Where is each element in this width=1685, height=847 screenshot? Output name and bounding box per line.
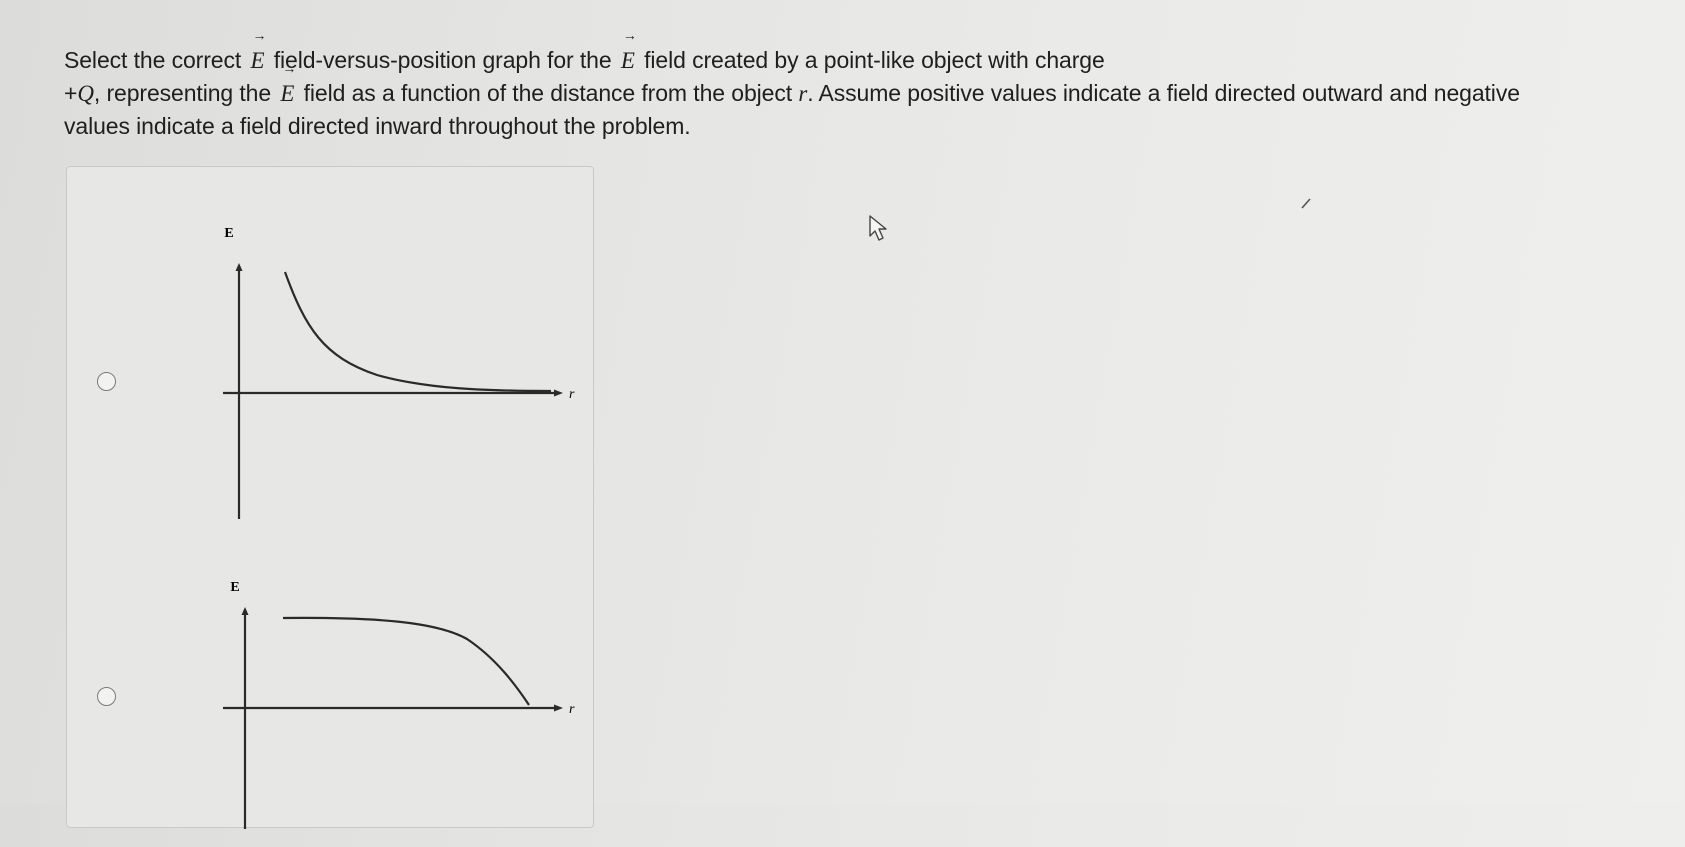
vector-e-symbol: → E bbox=[280, 77, 294, 110]
answer-option-1[interactable] bbox=[67, 207, 593, 547]
screen-speck-mark bbox=[1300, 196, 1314, 210]
vector-e-symbol: → E bbox=[250, 44, 264, 77]
y-axis-label: E bbox=[224, 226, 234, 241]
distance-symbol: r bbox=[798, 81, 808, 106]
answer-option-2[interactable] bbox=[67, 567, 593, 847]
mouse-pointer-icon bbox=[868, 214, 894, 244]
x-axis-arrowhead bbox=[554, 390, 563, 397]
radio-button-option-2[interactable] bbox=[97, 687, 116, 706]
answer-options-panel bbox=[66, 166, 594, 828]
y-axis-arrowhead bbox=[236, 263, 243, 271]
charge-symbol: Q bbox=[77, 81, 94, 106]
field-curve-option-2 bbox=[283, 618, 529, 705]
question-line-3: values indicate a field directed inward throughout the problem. bbox=[64, 113, 691, 139]
question-line-2: +Q, representing the → E field as a function of the distance from the object r. Assume positive values indicate a field directed outward and negative bbox=[64, 77, 1624, 110]
y-axis-arrowhead bbox=[242, 607, 249, 615]
x-axis-label: r bbox=[569, 702, 575, 717]
vector-e-symbol: → E bbox=[621, 44, 635, 77]
x-axis-label: r bbox=[569, 387, 575, 402]
question-text bbox=[64, 44, 1624, 143]
graph-option-1 bbox=[147, 207, 587, 537]
y-axis-label: E bbox=[230, 580, 240, 595]
question-line-1: Select the correct → E field-versus-position graph for the → E field created by a point-like object with charge bbox=[64, 44, 1624, 77]
x-axis-arrowhead bbox=[554, 705, 563, 712]
field-curve-option-1 bbox=[285, 272, 551, 391]
graph-option-2 bbox=[147, 567, 587, 837]
radio-button-option-1[interactable] bbox=[97, 372, 116, 391]
